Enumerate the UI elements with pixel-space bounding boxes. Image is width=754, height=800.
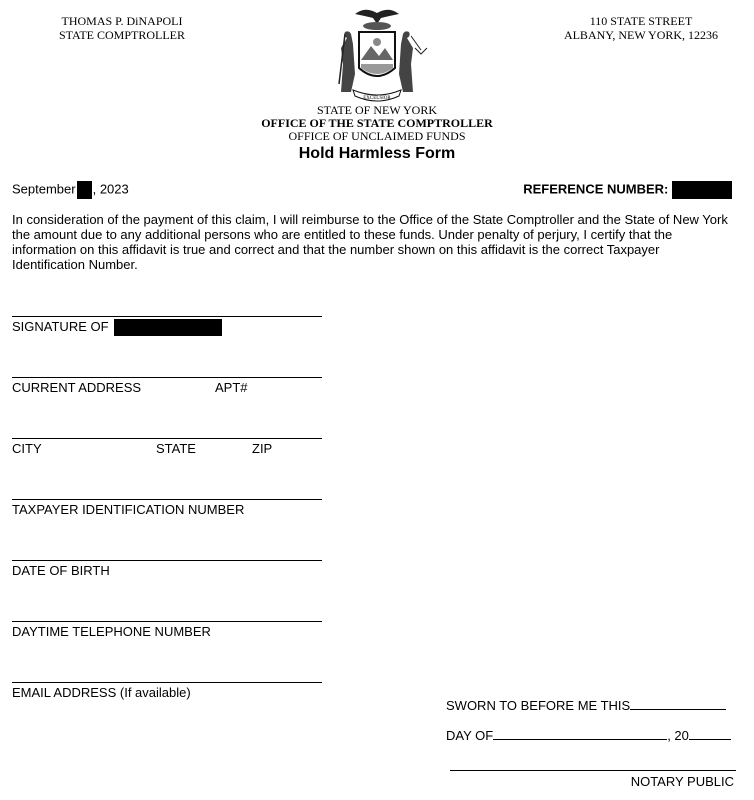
year-prefix: , 20 xyxy=(667,728,689,743)
tin-label: TAXPAYER IDENTIFICATION NUMBER xyxy=(12,502,245,517)
street-address: 110 STATE STREET xyxy=(589,14,693,28)
apt-label: APT# xyxy=(215,380,248,395)
new-york-state-seal-icon xyxy=(325,4,429,108)
day-of-line xyxy=(446,728,731,743)
form-title: Hold Harmless Form xyxy=(298,145,456,162)
month-blank[interactable] xyxy=(493,739,667,740)
current-address-label: CURRENT ADDRESS xyxy=(12,380,142,395)
comptroller-name-block xyxy=(52,14,192,42)
city-label: CITY xyxy=(12,441,42,456)
signature-label: SIGNATURE OF xyxy=(12,319,109,334)
affidavit-text: In consideration of the payment of this claim, I will reimburse to the Office of the State Comptroller and the State of New York the amount due to any additional persons who are entitled to these funds. Under penalty of perjury, I certify that the information on this affidavit is true and correct and that the number shown on this affidavit is the correct Taxpayer Identification Number. xyxy=(12,212,728,272)
comptroller-name: THOMAS P. DiNAPOLI xyxy=(61,14,183,28)
city-state-zip-field[interactable] xyxy=(12,438,322,456)
daytime-phone-label: DAYTIME TELEPHONE NUMBER xyxy=(12,624,211,639)
date-year: , 2023 xyxy=(92,181,129,197)
city-address: ALBANY, NEW YORK, 12236 xyxy=(563,28,719,42)
notary-signature-line[interactable] xyxy=(450,770,736,771)
current-address-field[interactable] xyxy=(12,377,322,395)
date-of-birth-label: DATE OF BIRTH xyxy=(12,563,110,578)
date-month: September xyxy=(12,181,76,197)
redacted-reference-number xyxy=(672,181,732,199)
tin-field[interactable] xyxy=(12,499,322,517)
date-of-birth-field[interactable] xyxy=(12,560,322,578)
office-name: OFFICE OF THE STATE COMPTROLLER xyxy=(261,116,493,130)
office-address-block xyxy=(556,14,726,42)
email-field[interactable] xyxy=(12,682,322,700)
division-name: OFFICE OF UNCLAIMED FUNDS xyxy=(288,129,466,143)
signature-field[interactable] xyxy=(12,316,322,334)
redacted-day xyxy=(77,181,92,199)
year-blank[interactable] xyxy=(689,739,731,740)
comptroller-title: STATE COMPTROLLER xyxy=(58,28,186,42)
redacted-claimant-name xyxy=(114,319,222,336)
sworn-day-blank[interactable] xyxy=(630,709,726,710)
daytime-phone-field[interactable] xyxy=(12,621,322,639)
office-heading xyxy=(0,104,754,163)
reference-label: REFERENCE NUMBER: xyxy=(523,181,669,197)
notary-public-label: NOTARY PUBLIC xyxy=(630,774,734,789)
form-date xyxy=(12,181,129,199)
zip-label: ZIP xyxy=(252,441,273,456)
email-label: EMAIL ADDRESS (If available) xyxy=(12,685,191,700)
day-of-label: DAY OF xyxy=(446,728,494,743)
reference-number xyxy=(523,181,732,199)
sworn-label: SWORN TO BEFORE ME THIS xyxy=(446,698,631,713)
state-name: STATE OF NEW YORK xyxy=(316,103,438,117)
seal-motto: EXCELSIOR xyxy=(363,96,391,101)
sworn-line xyxy=(446,698,726,713)
state-label: STATE xyxy=(156,441,196,456)
